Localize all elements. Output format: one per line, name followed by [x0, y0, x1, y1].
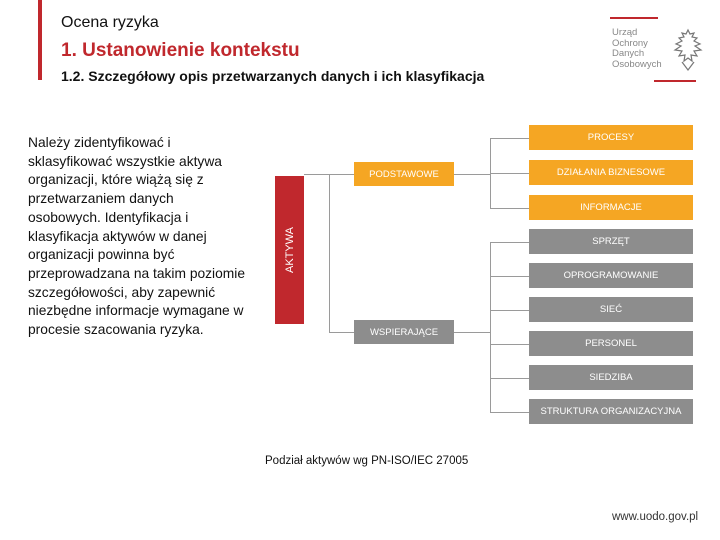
connector [490, 344, 529, 345]
connector [490, 276, 529, 277]
connector [490, 138, 529, 139]
slide-title: 1. Ustanowienie kontekstu [61, 40, 300, 61]
connector [454, 332, 490, 333]
category-primary: PODSTAWOWE [354, 162, 454, 186]
diagram-root [275, 176, 304, 324]
connector [490, 242, 529, 243]
uodo-logo [610, 14, 706, 84]
section-label: Ocena ryzyka [61, 14, 159, 31]
diagram-root-label: AKTYWA [283, 226, 296, 274]
body-paragraph [28, 134, 248, 340]
asset-item-network: SIEĆ [529, 297, 693, 322]
eagle-emblem-icon [670, 28, 706, 72]
connector [490, 310, 529, 311]
asset-item-business-activities: DZIAŁANIA BIZNESOWE [529, 160, 693, 185]
logo-name: Urząd Ochrony Danych Osobowych [612, 27, 662, 70]
connector [329, 174, 330, 332]
connector [490, 242, 491, 412]
slide-subtitle: 1.2. Szczegółowy opis przetwarzanych danych i ich klasyfikacja [61, 68, 485, 84]
asset-item-hardware: SPRZĘT [529, 229, 693, 254]
connector [329, 332, 354, 333]
connector [490, 378, 529, 379]
diagram-caption: Podział aktywów wg PN-ISO/IEC 27005 [265, 455, 469, 467]
connector [490, 208, 529, 209]
header-accent-bar [38, 0, 42, 80]
connector [490, 173, 529, 174]
connector [329, 174, 354, 175]
logo-line-top [610, 17, 658, 19]
asset-item-software: OPROGRAMOWANIE [529, 263, 693, 288]
body-text: Identyfikacja i klasyfikacja aktywów w danej organizacji powinna być przeprowadzana na takim poziomie szczegółowości, aby zapewnić niezbędne informacje wymagane w procesie szacowania ryzyka. [28, 209, 246, 338]
category-supporting: WSPIERAJĄCE [354, 320, 454, 344]
connector [490, 412, 529, 413]
asset-item-processes: PROCESY [529, 125, 693, 150]
asset-item-site: SIEDZIBA [529, 365, 693, 390]
connector [454, 174, 490, 175]
connector [304, 174, 330, 175]
body-bold-text: Należy zidentyfikować i sklasyfikować wszystkie aktywa organizacji, które wiążą się z przetwarzaniem danych osobowych. [28, 135, 222, 225]
asset-item-information: INFORMACJE [529, 195, 693, 220]
footer-url[interactable]: www.uodo.gov.pl [612, 511, 699, 523]
asset-item-organization-structure: STRUKTURA ORGANIZACYJNA [529, 399, 693, 424]
asset-item-personnel: PERSONEL [529, 331, 693, 356]
logo-line-bottom [654, 80, 696, 82]
